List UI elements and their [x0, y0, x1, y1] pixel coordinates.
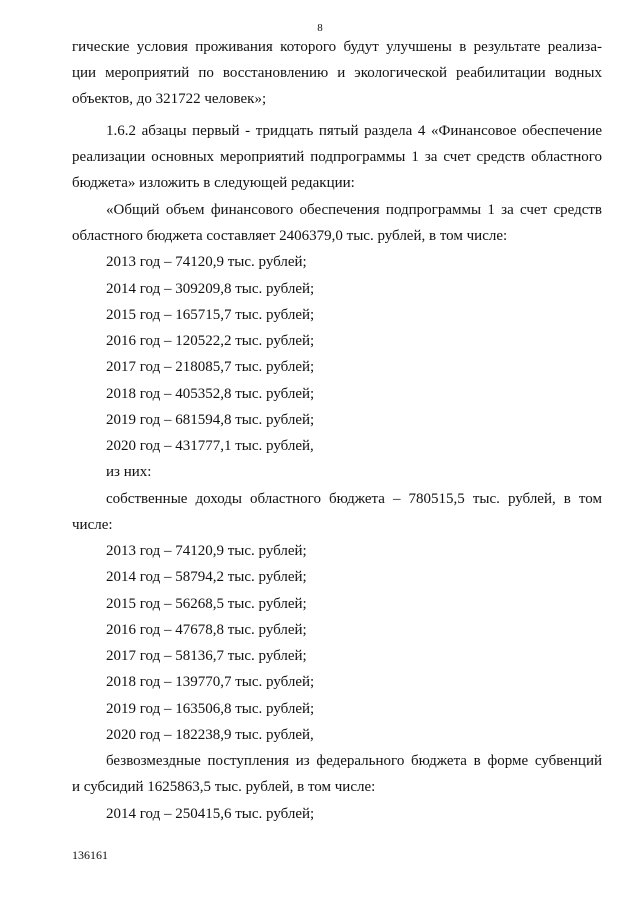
text-line: «Общий объем финансового обеспечения подпрограммы 1 за счет средств	[106, 202, 602, 218]
text-line: из них:	[106, 464, 152, 480]
text-line: 2018 год – 405352,8 тыс. рублей;	[106, 386, 315, 402]
text-line: и субсидий 1625863,5 тыс. рублей, в том числе:	[72, 779, 376, 795]
text-line: 2020 год – 182238,9 тыс. рублей,	[106, 727, 314, 743]
document-id: 136161	[72, 848, 108, 862]
text-line: объектов, до 321722 человек»;	[72, 91, 267, 107]
text-line: 2014 год – 250415,6 тыс. рублей;	[106, 806, 315, 822]
text-line: 2014 год – 58794,2 тыс. рублей;	[106, 569, 307, 585]
text-line: 2019 год – 163506,8 тыс. рублей;	[106, 701, 315, 717]
text-line: безвозмездные поступления из федерального бюджета в форме субвенций	[106, 753, 602, 769]
text-line: 2014 год – 309209,8 тыс. рублей;	[106, 281, 315, 297]
text-line: 2016 год – 47678,8 тыс. рублей;	[106, 622, 307, 638]
text-line: 2013 год – 74120,9 тыс. рублей;	[106, 254, 307, 270]
page-number: 8	[317, 22, 323, 34]
text-line: 2017 год – 58136,7 тыс. рублей;	[106, 648, 307, 664]
text-line: 2015 год – 165715,7 тыс. рублей;	[106, 307, 315, 323]
text-line: 2016 год – 120522,2 тыс. рублей;	[106, 333, 315, 349]
text-line: 2015 год – 56268,5 тыс. рублей;	[106, 596, 307, 612]
text-line: 2020 год – 431777,1 тыс. рублей,	[106, 438, 314, 454]
text-line: реализации основных мероприятий подпрограммы 1 за счет средств областного	[72, 149, 602, 165]
text-line: 2017 год – 218085,7 тыс. рублей;	[106, 359, 315, 375]
text-line: ции мероприятий по восстановлению и экологической реабилитации водных	[72, 65, 602, 81]
text-line: 2013 год – 74120,9 тыс. рублей;	[106, 543, 307, 559]
text-line: числе:	[72, 517, 113, 533]
text-line: 2019 год – 681594,8 тыс. рублей;	[106, 412, 315, 428]
text-line: 1.6.2 абзацы первый - тридцать пятый раздела 4 «Финансовое обеспечение	[106, 123, 602, 139]
text-line: собственные доходы областного бюджета – 780515,5 тыс. рублей, в том	[106, 491, 602, 507]
text-line: гические условия проживания которого будут улучшены в результате реализа-	[72, 39, 602, 55]
text-line: областного бюджета составляет 2406379,0 тыс. рублей, в том числе:	[72, 228, 508, 244]
text-line: 2018 год – 139770,7 тыс. рублей;	[106, 674, 315, 690]
text-line: бюджета» изложить в следующей редакции:	[72, 175, 355, 191]
